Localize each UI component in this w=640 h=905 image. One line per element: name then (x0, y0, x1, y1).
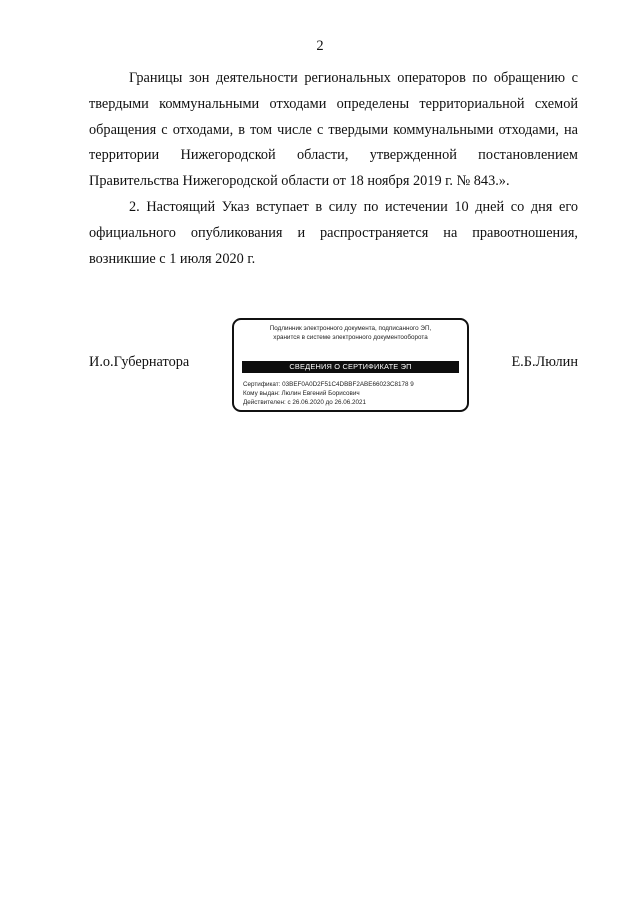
stamp-header-line: хранится в системе электронного документооборота (273, 333, 428, 341)
stamp-details (243, 380, 461, 407)
certificate-owner: Кому выдан: Люлин Евгений Борисович (243, 390, 360, 397)
certificate-validity: Действителен: с 26.06.2020 до 26.06.2021 (243, 399, 367, 406)
signer-position: И.о.Губернатора (89, 354, 190, 370)
electronic-signature-stamp (232, 318, 469, 412)
signer-name: Е.Б.Люлин (511, 354, 578, 370)
document-body (89, 66, 578, 272)
stamp-header (240, 325, 461, 342)
paragraph-entry-into-force: 2. Настоящий Указ вступает в силу по истечении 10 дней со дня его официального опубликования и распространяется на правоотношения, возникшие с 1 июля 2020 г. (89, 198, 578, 267)
page-number: 2 (316, 38, 324, 54)
paragraph-boundaries: Границы зон деятельности региональных операторов по обращению с твердыми коммунальными отходами определены территориальной схемой обращения с отходами, в том числе с твердыми коммунальными отходами, на территории Нижегородской области, утвержденной постановлением Правительства Нижегородской области от 18 ноября 2019 г. № 843.». (89, 70, 578, 190)
stamp-title: СВЕДЕНИЯ О СЕРТИФИКАТЕ ЭП (242, 361, 459, 373)
certificate-number: Сертификат: 03BEF0A0D2F51C4DBBF2ABE66023C8178 9 (243, 381, 414, 388)
stamp-header-line: Подлинник электронного документа, подписанного ЭП, (269, 325, 432, 332)
